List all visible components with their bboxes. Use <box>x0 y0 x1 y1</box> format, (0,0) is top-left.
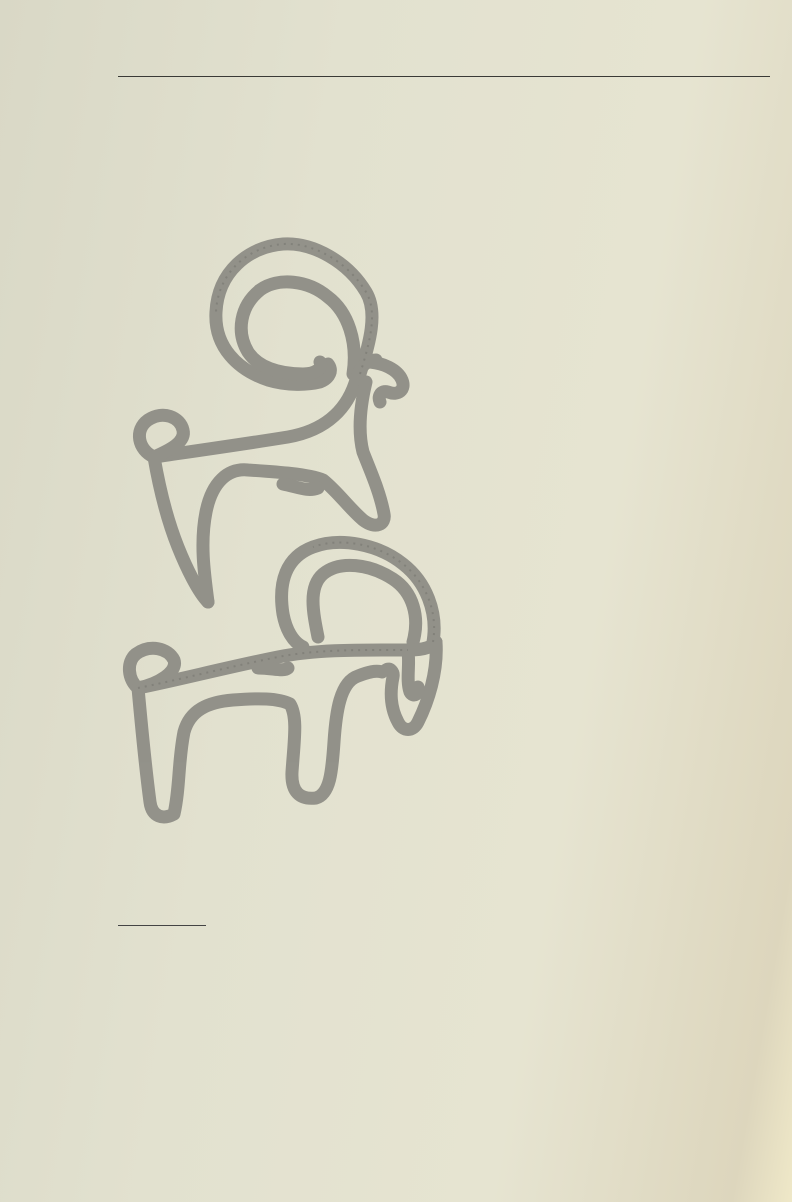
header-rule <box>118 76 770 77</box>
goat-1-inner-horn <box>241 282 354 374</box>
goat-petroglyphs-illustration <box>108 202 468 842</box>
footnote-rule <box>118 925 206 926</box>
running-head <box>118 50 768 74</box>
goat-1-tail <box>139 415 183 457</box>
goat-2-inner-horn <box>313 565 416 642</box>
goat-2-back-detail <box>258 668 288 670</box>
goat-2-hind-leg <box>138 671 382 817</box>
goat-1-belly-detail <box>283 484 318 489</box>
figure-rock-carvings <box>108 202 468 842</box>
goat-2-beard <box>408 652 418 695</box>
